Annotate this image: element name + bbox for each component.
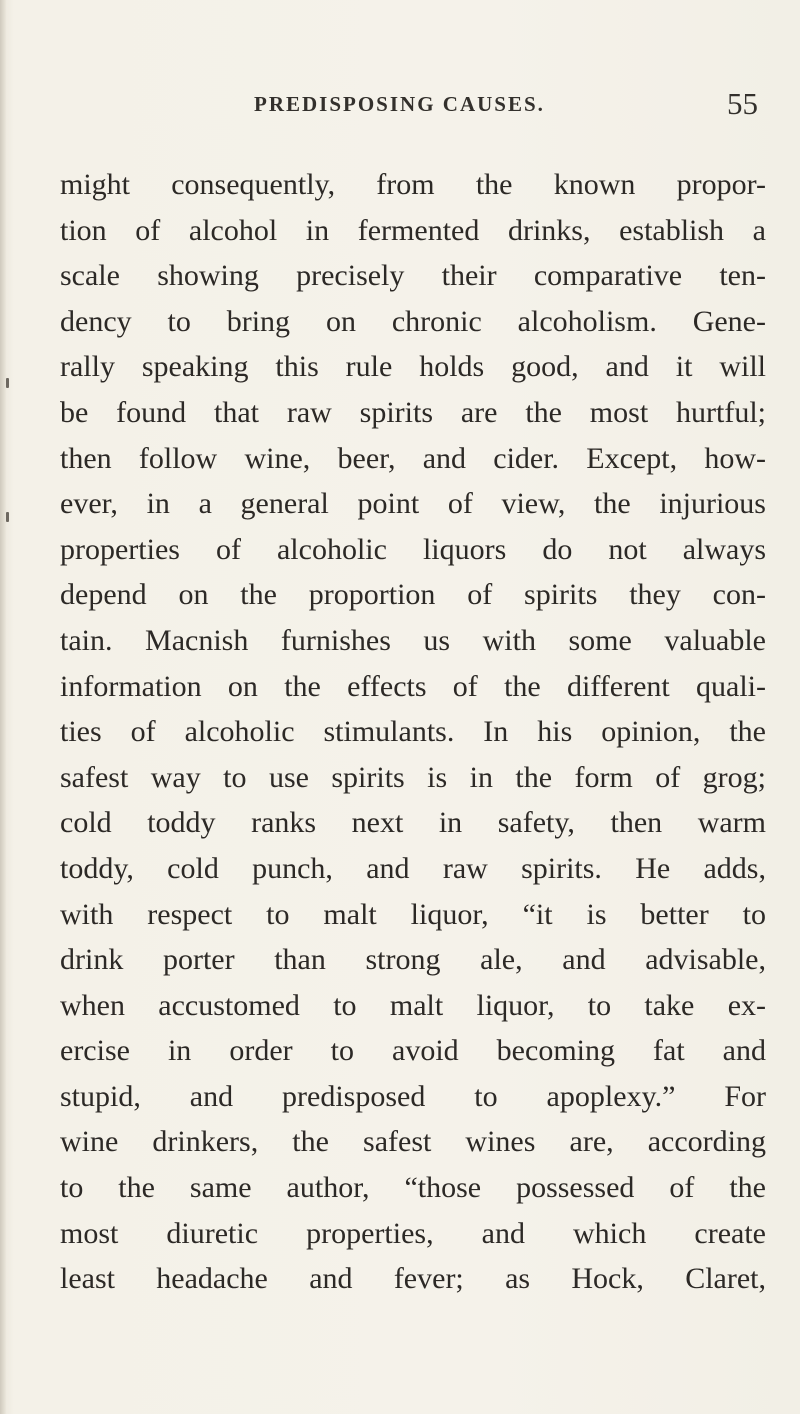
text-line: depend on the proportion of spirits they con-	[60, 578, 766, 612]
page-left-edge	[0, 0, 6, 1414]
text-line: might consequently, from the known propor-	[60, 168, 766, 201]
text-line: drink porter than strong ale, and advisable,	[60, 943, 766, 977]
text-line: when accustomed to malt liquor, to take ex-	[60, 988, 766, 1022]
text-line: toddy, cold punch, and raw spirits. He adds,	[60, 851, 766, 885]
text-line: safest way to use spirits is in the form of grog;	[60, 760, 766, 794]
page-header	[0, 84, 800, 124]
text-line: dency to bring on chronic alcoholism. Gene-	[60, 304, 766, 338]
margin-mark	[6, 512, 9, 522]
page-number: 55	[727, 86, 758, 121]
text-line: properties of alcoholic liquors do not always	[60, 532, 766, 566]
text-line: stupid, and predisposed to apoplexy.” For	[60, 1079, 766, 1113]
body-text	[60, 162, 766, 1302]
text-line: least headache and fever; as Hock, Claret,	[60, 1262, 766, 1296]
text-line: wine drinkers, the safest wines are, according	[60, 1125, 766, 1159]
margin-mark	[6, 378, 9, 388]
text-line: most diuretic properties, and which create	[60, 1216, 766, 1250]
text-line: then follow wine, beer, and cider. Except, how-	[60, 441, 766, 475]
text-line: cold toddy ranks next in safety, then warm	[60, 806, 766, 840]
text-line: ever, in a general point of view, the injurious	[60, 487, 766, 521]
text-line: scale showing precisely their comparative ten-	[60, 259, 766, 293]
text-line: to the same author, “those possessed of the	[60, 1171, 766, 1205]
running-head: PREDISPOSING CAUSES.	[254, 92, 545, 116]
text-line: rally speaking this rule holds good, and it will	[60, 350, 766, 384]
text-line: tain. Macnish furnishes us with some valuable	[60, 623, 766, 657]
text-line: ties of alcoholic stimulants. In his opinion, the	[60, 715, 766, 749]
text-line: be found that raw spirits are the most hurtful;	[60, 395, 766, 429]
text-line: information on the effects of the different quali-	[60, 669, 766, 703]
text-line: tion of alcohol in fermented drinks, establish a	[60, 213, 766, 247]
text-line: ercise in order to avoid becoming fat and	[60, 1034, 766, 1068]
text-line: with respect to malt liquor, “it is better to	[60, 897, 766, 931]
